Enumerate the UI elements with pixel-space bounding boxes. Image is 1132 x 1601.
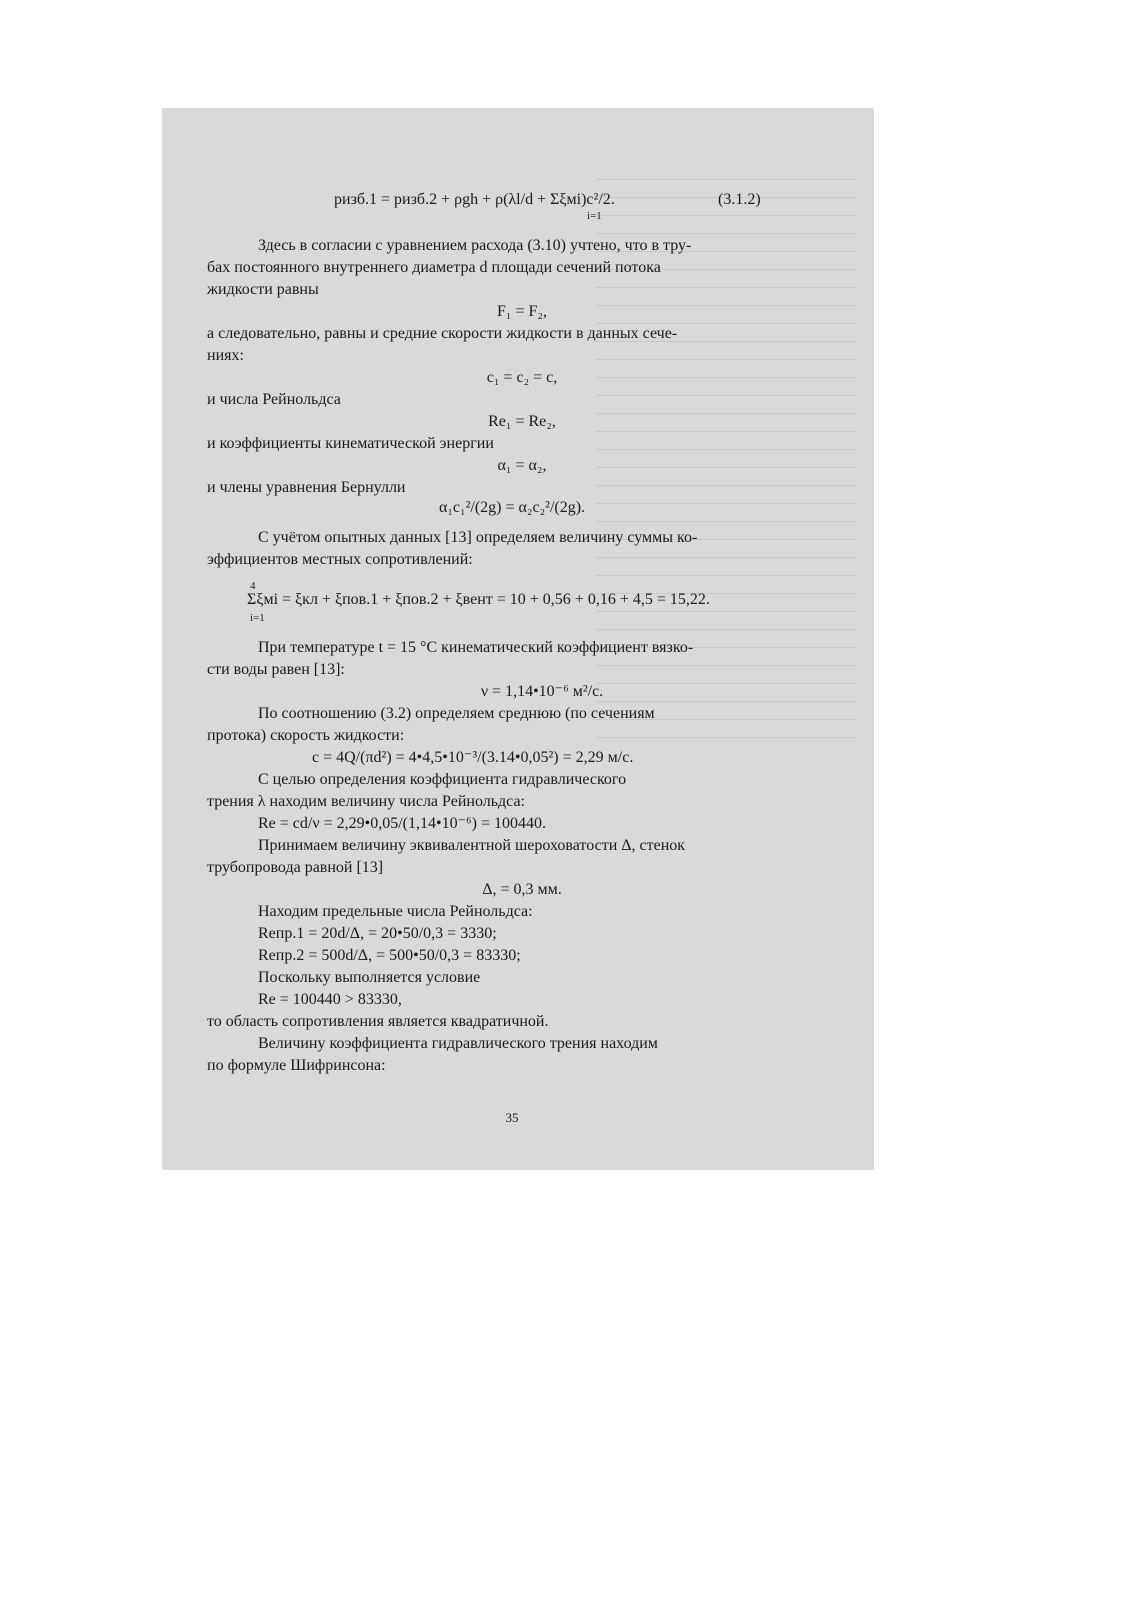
paragraph-line: трения λ находим величину числа Рейнольдса: [207, 793, 525, 810]
paragraph-line: эффициентов местных сопротивлений: [207, 551, 473, 568]
paragraph-line: по формуле Шифринсона: [207, 1057, 386, 1074]
formula-re-compare: Re = 100440 > 83330, [258, 991, 402, 1008]
paragraph-line: и коэффициенты кинематической энергии [207, 435, 494, 452]
formula-velocities: c₁ = c₂ = c, [486, 369, 558, 386]
formula-re-limit-2: Reпр.2 = 500d/Δ, = 500•50/0,3 = 83330; [258, 947, 521, 964]
formula-re-limit-1: Reпр.1 = 20d/Δ, = 20•50/0,3 = 3330; [258, 925, 497, 942]
paragraph-line: а следовательно, равны и средние скорости жидкости в данных сече- [207, 325, 678, 342]
paragraph-line: сти воды равен [13]: [207, 661, 345, 678]
paragraph-line: При температуре t = 15 °C кинематический коэффициент вязко- [258, 639, 694, 656]
paragraph-line: Величину коэффициента гидравлического трения находим [258, 1035, 658, 1052]
paragraph-line: Принимаем величину эквивалентной шероховатости Δ, стенок [258, 837, 686, 854]
paragraph-line: трубопровода равной [13] [207, 859, 384, 876]
page-number: 35 [505, 1110, 519, 1125]
paragraph-line: Здесь в согласии с уравнением расхода (3.10) учтено, что в тру- [258, 237, 692, 254]
formula-velocity: c = 4Q/(πd²) = 4•4,5•10⁻³/(3.14•0,05²) = 2,29 м/с. [312, 749, 634, 766]
formula-reynolds: Re₁ = Re₂, [488, 413, 556, 430]
paragraph-line: и члены уравнения Бернулли [207, 479, 406, 496]
paragraph-line: бах постоянного внутреннего диаметра d площади сечений потока [207, 259, 661, 276]
formula-roughness: Δ, = 0,3 мм. [482, 881, 562, 898]
paragraph-line: Поскольку выполняется условие [258, 969, 481, 986]
book-page [162, 108, 874, 1170]
formula-bernoulli: α₁c₁²/(2g) = α₂c₂²/(2g). [438, 499, 586, 516]
sum-subscript: i=1 [587, 210, 602, 222]
paragraph-line: жидкости равны [207, 281, 319, 298]
sum-subscript: i=1 [250, 612, 265, 624]
paragraph-line: протока) скорость жидкости: [207, 727, 405, 744]
paragraph-line: Находим предельные числа Рейнольдса: [258, 903, 533, 920]
equation-3-1-2: pизб.1 = pизб.2 + ρgh + ρ(λl/d + Σξмi)c²/2. [334, 191, 615, 208]
paragraph-line: С учётом опытных данных [13] определяем величину суммы ко- [258, 529, 698, 546]
paragraph-line: ниях: [207, 347, 244, 364]
formula-viscosity: ν = 1,14•10⁻⁶ м²/с. [480, 683, 604, 700]
formula-alpha: α₁ = α₂, [497, 457, 547, 474]
formula-f1-f2: F₁ = F₂, [497, 303, 547, 320]
paragraph-line: По соотношению (3.2) определяем среднюю (по сечениям [258, 705, 655, 722]
formula-reynolds-value: Re = cd/ν = 2,29•0,05/(1,14•10⁻⁶) = 100440. [258, 815, 546, 832]
formula-sum-resistances: Σξмi = ξкл + ξпов.1 + ξпов.2 + ξвент = 10 + 0,56 + 0,16 + 4,5 = 15,22. [247, 591, 710, 608]
paragraph-line: то область сопротивления является квадратичной. [207, 1013, 549, 1030]
sum-superscript: 4 [250, 580, 256, 592]
paragraph-line: и числа Рейнольдса [207, 391, 341, 408]
paragraph-line: С целью определения коэффициента гидравлического [258, 771, 627, 788]
equation-number: (3.1.2) [718, 191, 761, 208]
